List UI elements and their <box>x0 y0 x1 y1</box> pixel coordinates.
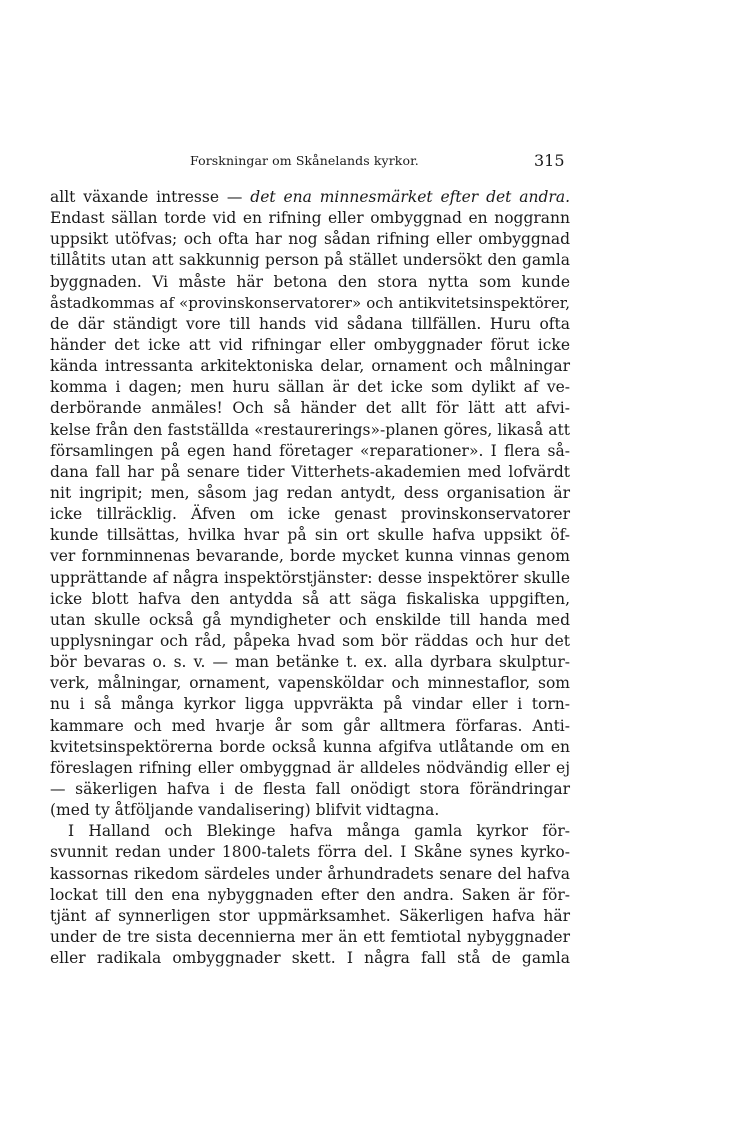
text-line: åstadkommas af «provinskonservatorer» och antikvitetsinspektörer, <box>50 293 570 312</box>
text-line: kammare och med hvarje år som går alltmera förfaras. Anti- <box>50 716 570 735</box>
text-line: kelse från den fastställda «restaurerings»-planen göres, likaså att <box>50 420 570 439</box>
text-line: kunde tillsättas, hvilka hvar på sin ort skulle hafva uppsikt öf- <box>50 526 570 545</box>
body-text <box>50 187 570 969</box>
text-line: nu i så många kyrkor ligga uppvräkta på vindar eller i torn- <box>50 695 570 714</box>
paragraph-2-line: I Halland och Blekinge hafva många gamla kyrkor för- <box>68 822 570 841</box>
text-line: byggnaden. Vi måste här betona den stora nytta som kunde <box>50 272 570 291</box>
paragraph-2-line: kassornas rikedom särdeles under århundradets senare del hafva <box>50 864 570 883</box>
text-line: utan skulle också gå myndigheter och enskilde till handa med <box>50 610 570 629</box>
text-line: tillåtits utan att sakkunnig person på stället undersökt den gamla <box>50 251 570 270</box>
paragraph-2-line: under de tre sista decennierna mer än ett femtiotal nybyggnader <box>50 927 570 946</box>
text-line: icke blott hafva den antydda så att säga fiskaliska uppgiften, <box>50 589 570 608</box>
text-line: upplysningar och råd, påpeka hvad som bör räddas och hur det <box>50 631 570 650</box>
text-line: händer det icke att vid rifningar eller ombyggnader förut icke <box>50 335 570 354</box>
text-line-1 <box>50 187 570 208</box>
text-line: ver fornminnenas bevarande, borde mycket kunna vinnas genom <box>50 547 570 566</box>
text-line: — säkerligen hafva i de flesta fall onödigt stora förändringar <box>50 779 570 798</box>
paragraph-2-line: lockat till den ena nybyggnaden efter den andra. Saken är för- <box>50 885 570 904</box>
text-line: kända intressanta arkitektoniska delar, ornament och målningar <box>50 357 570 376</box>
text-line: bör bevaras o. s. v. — man betänke t. ex. alla dyrbara skulptur- <box>50 653 570 672</box>
text-line: upprättande af några inspektörstjänster: desse inspektörer skulle <box>50 568 570 587</box>
text-line: verk, målningar, ornament, vapensköldar och minnestaflor, som <box>50 674 570 693</box>
paragraph-2-line: eller radikala ombyggnader skett. I några fall stå de gamla <box>50 949 570 968</box>
text-line-1-italic: det ena minnesmärket efter det andra. <box>250 188 571 206</box>
running-header <box>0 151 752 171</box>
text-line: kvitetsinspektörerna borde också kunna afgifva utlåtande om en <box>50 737 570 756</box>
paragraph-2-line: tjänt af synnerligen stor uppmärksamhet. Säkerligen hafva här <box>50 906 570 925</box>
text-line: icke tillräcklig. Äfven om icke genast provinskonservatorer <box>50 505 570 524</box>
running-title: Forskningar om Skånelands kyrkor. <box>190 153 419 168</box>
text-line: uppsikt utöfvas; och ofta har nog sådan rifning eller ombyggnad <box>50 230 570 249</box>
text-line-paragraph-end: (med ty åtföljande vandalisering) blifvit vidtagna. <box>50 801 440 820</box>
text-line: de där ständigt vore till hands vid sådana tillfällen. Huru ofta <box>50 314 570 333</box>
page-number: 315 <box>534 151 565 170</box>
paragraph-2-line: svunnit redan under 1800-talets förra del. I Skåne synes kyrko- <box>50 843 570 862</box>
text-line: komma i dagen; men huru sällan är det icke som dylikt af ve- <box>50 378 570 397</box>
text-line: församlingen på egen hand företager «reparationer». I flera så- <box>50 441 570 460</box>
text-line: föreslagen rifning eller ombyggnad är alldeles nödvändig eller ej <box>50 758 570 777</box>
text-line: dana fall har på senare tider Vitterhets-akademien med lofvärdt <box>50 462 570 481</box>
text-line: nit ingripit; men, såsom jag redan antydt, dess organisation är <box>50 483 570 502</box>
text-line-1-prefix: allt växande intresse — <box>50 188 251 206</box>
text-line: Endast sällan torde vid en rifning eller ombyggnad en noggrann <box>50 209 570 228</box>
text-line: derbörande anmäles! Och så händer det allt för lätt att afvi- <box>50 399 570 418</box>
